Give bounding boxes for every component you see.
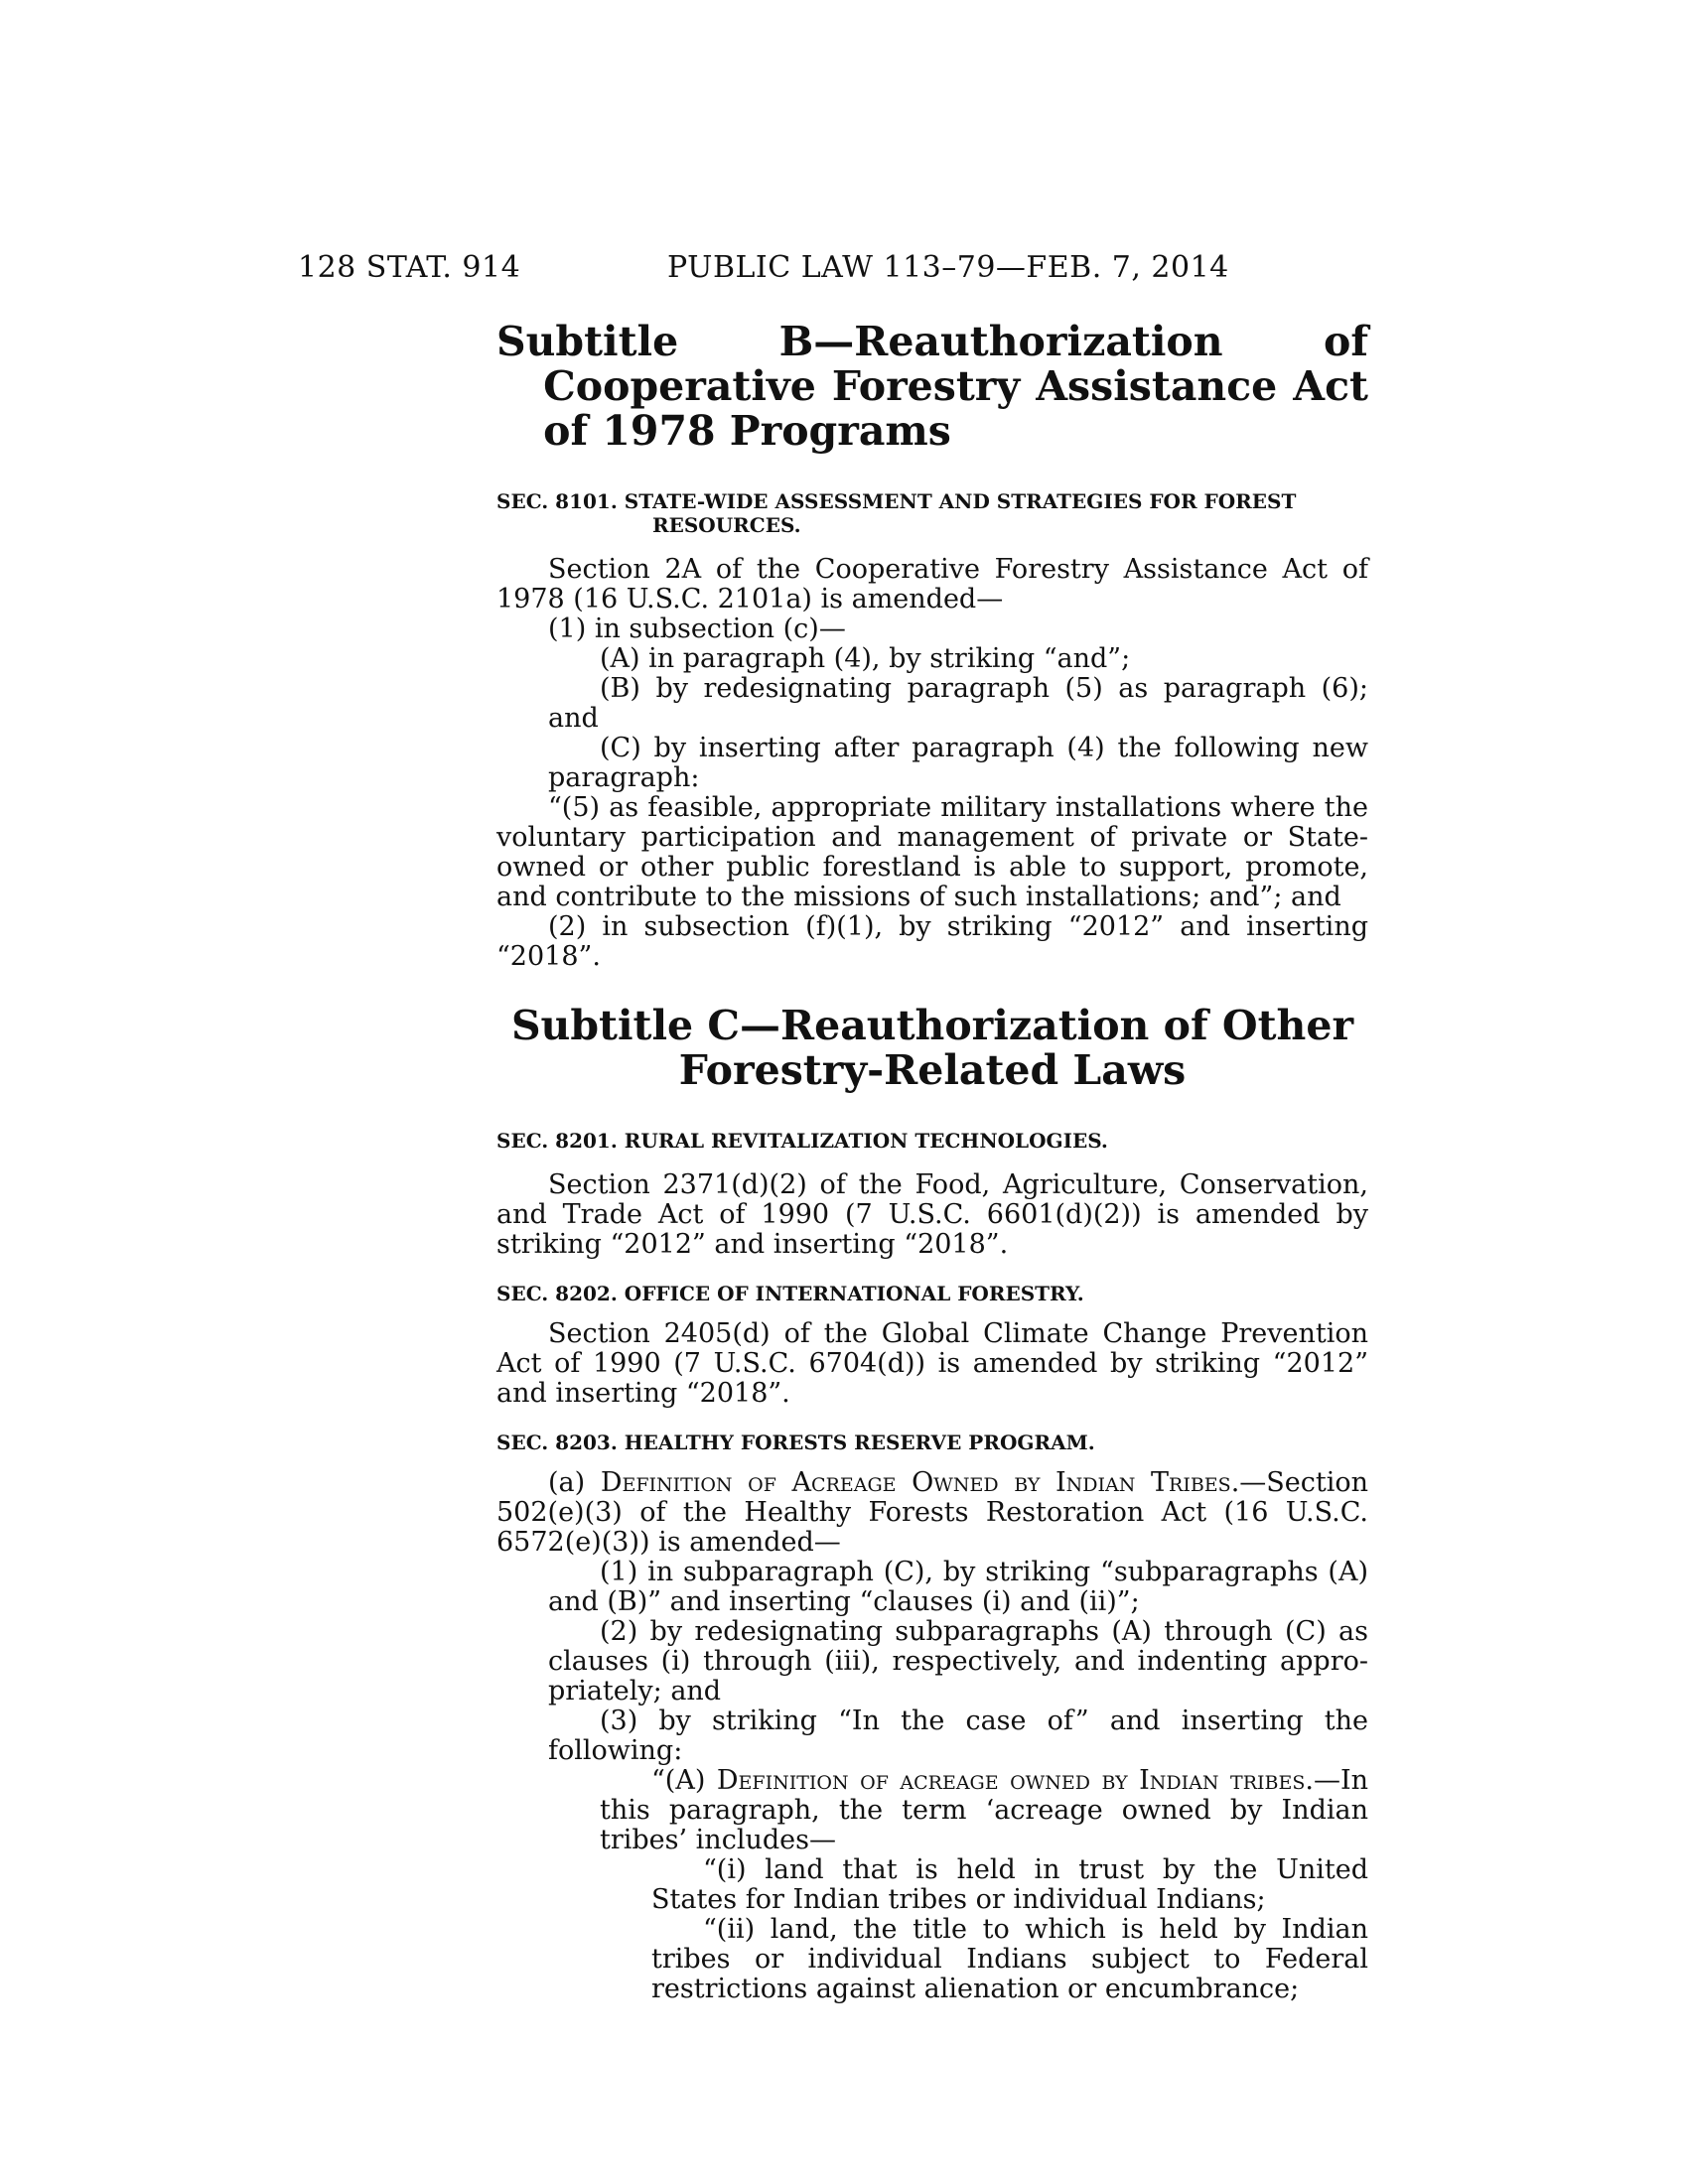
sec-8101-para-2: (2) in subsection (f)(1), by striking “2012” and inserting “2018”. — [496, 911, 1368, 972]
sec-8203-quoted-clause-ii: “(ii) land, the title to which is held by Indian tribes or individual Indians subject to Federal restrictions against alienation or encumbrance; — [651, 1914, 1368, 2004]
sec-8203-a-label: (a) — [548, 1467, 601, 1498]
sec-8101-quoted-para-5: “(5) as feasible, appropriate military installations where the voluntary participation and management of private or State-owned or other public forestland is able to support, promote, and contribute to the missions of such installations; and”; and — [496, 792, 1368, 912]
sec-8101-para-1B: (B) by redesignating paragraph (5) as paragraph (6); and — [548, 673, 1368, 734]
sec-8202-heading: SEC. 8202. OFFICE OF INTERNATIONAL FORESTRY. — [496, 1282, 1084, 1305]
quoted-A-label: “(A) — [651, 1765, 717, 1796]
sec-8201-text: Section 2371(d)(2) of the Food, Agriculture, Conservation, and Trade Act of 1990 (7 U.S.C. 6601(d)(2)) is amended by striking “2012” and inserting “2018”. — [496, 1169, 1368, 1260]
sec-8203-a-caption: Definition of Acreage Owned by Indian Tribes — [600, 1467, 1231, 1498]
sec-8101-para-1: (1) in subsection (c)— — [548, 614, 846, 644]
sec-8101-para-1C: (C) by inserting after paragraph (4) the following new paragraph: — [548, 733, 1368, 793]
sec-8203-quoted-A — [600, 1766, 1368, 1855]
subtitle-c-line-2: Forestry-Related Laws — [678, 1046, 1187, 1094]
page-body — [496, 320, 1368, 2004]
sec-8203-quoted-clause-i: “(i) land that is held in trust by the United States for Indian tribes or individual Indians; — [651, 1854, 1368, 1915]
subtitle-c-heading — [496, 1004, 1368, 1093]
sec-8101-heading: SEC. 8101. STATE-WIDE ASSESSMENT AND STRATEGIES FOR FOREST RESOURCES. — [496, 489, 1297, 537]
sec-8203-para-1: (1) in subparagraph (C), by striking “subparagraphs (A) and (B)” and inserting “clauses (i) and (ii)”; — [548, 1557, 1368, 1617]
sec-8203-para-3: (3) by striking “In the case of” and inserting the following: — [548, 1706, 1368, 1766]
subtitle-b-heading: Subtitle B—Reauthorization of Cooperative Forestry Assistance Act of 1978 Programs — [496, 318, 1368, 455]
sec-8203-a-text: .—Section 502(e)(3) of the Healthy Forests Restoration Act (16 U.S.C. 6572(e)(3)) is amended— — [496, 1467, 1369, 1558]
sec-8201-heading: SEC. 8201. RURAL REVITALIZATION TECHNOLOGIES. — [496, 1129, 1108, 1153]
sec-8101-para-1A: (A) in paragraph (4), by striking “and”; — [600, 643, 1131, 674]
sec-8101-intro: Section 2A of the Cooperative Forestry Assistance Act of 1978 (16 U.S.C. 2101a) is amended— — [496, 554, 1368, 614]
quoted-A-text: .—In this paragraph, the term ‘acreage owned by Indian tribes’ includes— — [600, 1765, 1369, 1855]
sec-8203-subsection-a — [496, 1468, 1368, 1558]
public-law-citation: PUBLIC LAW 113–79—FEB. 7, 2014 — [667, 250, 1229, 285]
stat-page-number: 128 STAT. 914 — [298, 250, 521, 285]
subtitle-c-line-1: Subtitle C—Reauthorization of Other — [510, 1002, 1354, 1049]
quoted-A-caption: Definition of acreage owned by Indian tribes — [716, 1765, 1306, 1796]
sec-8203-para-2: (2) by redesignating subparagraphs (A) through (C) as clauses (i) through (iii), respectively, and indenting appropriately; and — [548, 1616, 1368, 1706]
sec-8202-text: Section 2405(d) of the Global Climate Change Prevention Act of 1990 (7 U.S.C. 6704(d)) is amended by striking “2012” and inserting “2018”. — [496, 1318, 1368, 1409]
sec-8203-heading: SEC. 8203. HEALTHY FORESTS RESERVE PROGRAM. — [496, 1431, 1095, 1454]
